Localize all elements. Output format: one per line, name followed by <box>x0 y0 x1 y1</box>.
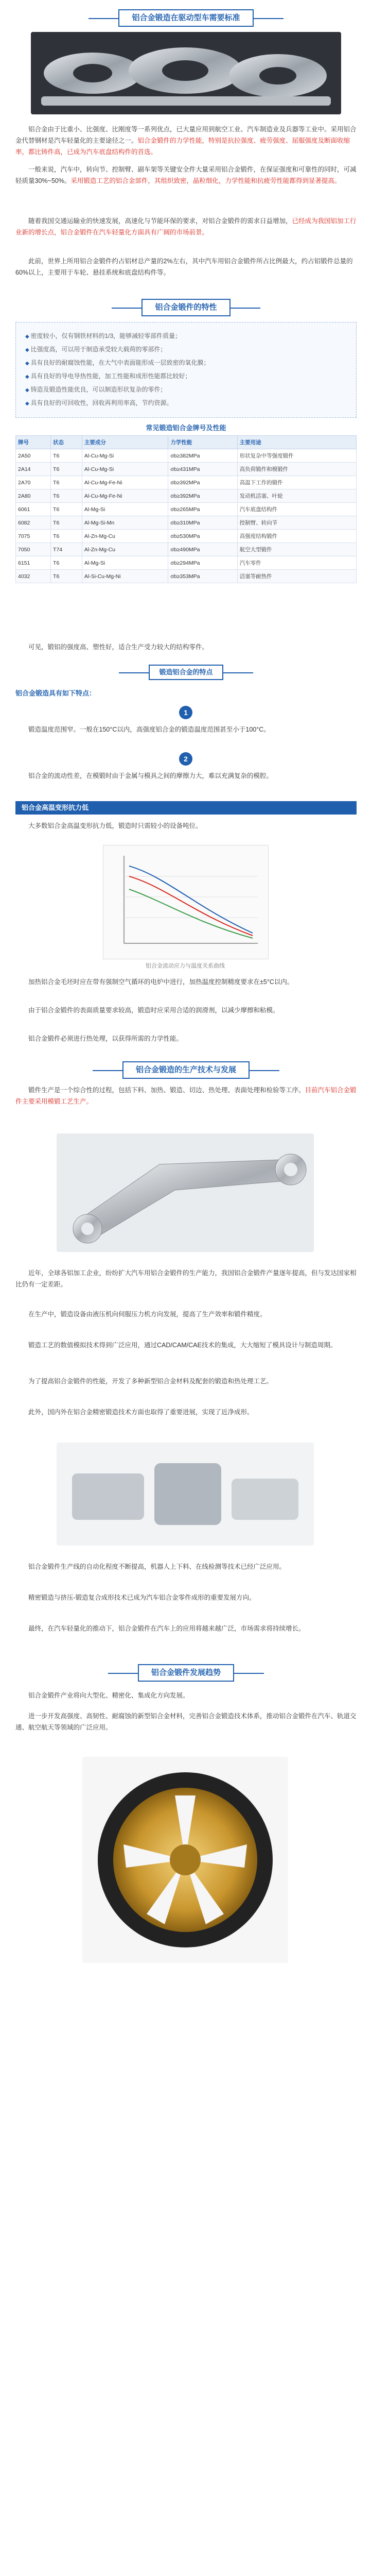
paragraph: 铝合金锻件必须进行热处理，以获得所需的力学性能。 <box>28 1035 183 1042</box>
alloy-table <box>15 435 357 583</box>
table-cell: Al-Cu-Mg-Si <box>82 449 168 463</box>
suspension-part-photo <box>57 1133 314 1252</box>
table-cell: 航空大型锻件 <box>237 543 356 556</box>
paragraph: 铝合金锻件生产线的自动化程度不断提高，机器人上下料、在线检测等技术已经广泛应用。 <box>28 1563 286 1570</box>
table-header: 主要成分 <box>82 436 168 449</box>
section-header <box>0 1061 372 1079</box>
paragraph: 由于铝合金锻件的表面质量要求较高，锻造时应采用合适的润滑剂，以减少摩擦和粘模。 <box>28 1007 279 1014</box>
table-cell: 形状复杂中等强度锻件 <box>237 449 356 463</box>
table-cell: Al-Mg-Si-Mn <box>82 516 168 530</box>
table-cell: σb≥382MPa <box>168 449 237 463</box>
table-title: 常见锻造铝合金牌号及性能 <box>146 424 226 432</box>
forging-parts-illustration <box>57 1443 314 1546</box>
table-header: 主要用途 <box>237 436 356 449</box>
paragraph: 加热铝合金毛坯时应在带有强制空气循环的电炉中进行，加热温度控制精度要求在±5°C以内。 <box>28 978 294 986</box>
table-row <box>16 570 357 583</box>
step-number: 1 <box>179 706 192 719</box>
table-cell: Al-Zn-Mg-Cu <box>82 530 168 543</box>
table-cell: Al-Mg-Si <box>82 503 168 516</box>
subsection-title: 锻造铝合金的特点 <box>149 665 223 680</box>
section-title: 铝合金锻件的特性 <box>141 299 230 316</box>
table-cell: 6151 <box>16 556 51 570</box>
list-item: ◆ 具有良好的可回收性，回收再利用率高，节约资源。 <box>25 397 347 410</box>
table-cell: 2A14 <box>16 463 51 476</box>
step-number: 2 <box>179 752 192 766</box>
table-cell: Al-Cu-Mg-Fe-Ni <box>82 489 168 503</box>
table-header-row <box>16 436 357 449</box>
forged-wheel-photo <box>82 1757 288 1963</box>
table-cell: σb≥392MPa <box>168 476 237 489</box>
table-cell: T6 <box>51 476 82 489</box>
table-cell: T6 <box>51 516 82 530</box>
table-cell: σb≥392MPa <box>168 489 237 503</box>
table-row <box>16 530 357 543</box>
table-cell: σb≥294MPa <box>168 556 237 570</box>
table-cell: T6 <box>51 489 82 503</box>
table-cell: 活塞等耐热件 <box>237 570 356 583</box>
section-title: 铝合金锻造在驱动型车需要标准 <box>118 9 253 27</box>
chart-svg <box>103 845 268 959</box>
table-cell: 汽车底盘结构件 <box>237 503 356 516</box>
flow-stress-chart <box>103 845 269 959</box>
table-cell: 2A80 <box>16 489 51 503</box>
paragraph: 随着我国交通运输业的快速发展，高速化与节能环保的要求，对铝合金锻件的需求日益增加，已经成为我国铝加工行业新的增长点，铝合金锻件在汽车轻量化方面具有广阔的市场前景。 <box>15 217 357 236</box>
table-cell: T6 <box>51 556 82 570</box>
paragraph: 进一步开发高强度、高韧性、耐腐蚀的新型铝合金材料，完善铝合金锻造技术体系，推动铝合金锻件在汽车、轨道交通、航空航天等领域的广泛应用。 <box>15 1713 357 1731</box>
section-title: 铝合金锻件发展趋势 <box>138 1664 234 1682</box>
table-cell: 高温下工作的锻件 <box>237 476 356 489</box>
table-cell: 2A50 <box>16 449 51 463</box>
control-arm-illustration <box>57 1133 314 1252</box>
table-header: 力学性能 <box>168 436 237 449</box>
table-header: 牌号 <box>16 436 51 449</box>
table-cell: T74 <box>51 543 82 556</box>
list-item: ◆ 铸造及锻造性能优良，可以制造形状复杂的零件； <box>25 383 347 397</box>
paragraph: 铝合金锻件产业将向大型化、精密化、集成化方向发展。 <box>28 1692 189 1699</box>
paragraph: 铝合金由于比重小、比强度、比刚度等一系列优点，已大量应用到航空工业、汽车制造业及兵器等工业中。采用铝合金代替钢材是汽车轻量化的主要途径之一。铝合金锻件的力学性能，特别是抗拉强度、疲劳强度、屈服强度及断面收缩率，都比铸件高，已成为汽车底盘结构件的首选。 <box>15 126 357 156</box>
section-header <box>0 299 372 316</box>
table-cell: σb≥431MPa <box>168 463 237 476</box>
table-row <box>16 503 357 516</box>
table-cell: 汽车零件 <box>237 556 356 570</box>
table-header: 状态 <box>51 436 82 449</box>
paragraph: 此外，国内外在铝合金精密锻造技术方面也取得了重要进展，实现了近净成形。 <box>28 1409 254 1416</box>
paragraph: 此前，世界上所用铝合金锻件约占铝材总产量的2%左右，其中汽车用铝合金锻件所占比例最大，约占铝锻件总量的60%以上，主要用于车轮、悬挂系统和底盘结构件等。 <box>15 258 353 276</box>
paragraph: 锻造温度范围窄。一般在150°C以内，高强度铝合金的锻造温度范围甚至小于100°C。 <box>28 726 270 733</box>
paragraph: 最终，在汽车轻量化的推动下，铝合金锻件在汽车上的应用将越来越广泛，市场需求将持续增长。 <box>28 1625 305 1632</box>
table-cell: σb≥310MPa <box>168 516 237 530</box>
paragraph: 锻件生产是一个综合性的过程，包括下料、加热、锻造、切边、热处理、表面处理和检验等工序。目前汽车铝合金锻件主要采用模锻工艺生产。 <box>15 1087 357 1105</box>
table-cell: 6061 <box>16 503 51 516</box>
table-cell: 7050 <box>16 543 51 556</box>
paragraph: 为了提高铝合金锻件的性能，开发了多种新型铝合金材料及配套的锻造和热处理工艺。 <box>28 1378 273 1385</box>
list-item: ◆ 具有良好的导电导热性能，加工性能和成形性能都比较好； <box>25 370 347 383</box>
table-cell: Al-Zn-Mg-Cu <box>82 543 168 556</box>
forging-line-photo <box>57 1443 314 1546</box>
paragraph: 大多数铝合金高温变形抗力低，锻造时只需较小的设备吨位。 <box>28 822 202 829</box>
table-cell: T6 <box>51 503 82 516</box>
sub-title: 铝合金锻造具有如下特点： <box>15 689 96 697</box>
table-row <box>16 449 357 463</box>
table-cell: Al-Mg-Si <box>82 556 168 570</box>
subsection-header <box>0 665 372 680</box>
table-cell: 发动机活塞、叶轮 <box>237 489 356 503</box>
paragraph: 精密锻造与挤压-锻造复合成形技术已成为汽车铝合金零件成形的重要发展方向。 <box>28 1594 256 1601</box>
table-cell: Al-Si-Cu-Mg-Ni <box>82 570 168 583</box>
list-item: ◆ 密度较小，仅有钢铁材料的1/3，能够减轻零部件质量； <box>25 330 347 343</box>
list-item: ◆ 比强度高，可以用于制造承受较大载荷的零部件； <box>25 343 347 357</box>
table-cell: Al-Cu-Mg-Fe-Ni <box>82 476 168 489</box>
section-header <box>0 9 372 27</box>
table-cell: 4032 <box>16 570 51 583</box>
table-row <box>16 476 357 489</box>
table-cell: σb≥530MPa <box>168 530 237 543</box>
paragraph: 在生产中，锻造设备由液压机向伺服压力机方向发展，提高了生产效率和锻件精度。 <box>28 1311 267 1318</box>
forged-parts-photo <box>31 32 341 114</box>
paragraph: 铝合金的流动性差，在模锻时由于金属与模具之间的摩擦力大，难以充满复杂的模腔。 <box>28 772 273 779</box>
table-row <box>16 543 357 556</box>
forged-parts-illustration <box>31 32 341 114</box>
chart-caption: 铝合金流动应力与温度关系曲线 <box>146 963 225 969</box>
table-cell: 控制臂、转向节 <box>237 516 356 530</box>
paragraph: 可见，锻铝的强度高、塑性好，适合生产受力较大的结构零件。 <box>28 643 209 651</box>
section-header <box>0 1664 372 1682</box>
table-cell: 2A70 <box>16 476 51 489</box>
table-cell: T6 <box>51 530 82 543</box>
table-cell: σb≥353MPa <box>168 570 237 583</box>
section-title: 铝合金锻造的生产技术与发展 <box>122 1061 250 1079</box>
table-row <box>16 489 357 503</box>
paragraph: 锻造工艺的数值模拟技术得到广泛应用，通过CAD/CAM/CAE技术的集成，大大缩短了模具设计与制造周期。 <box>28 1342 337 1349</box>
table-row <box>16 516 357 530</box>
table-cell: T6 <box>51 570 82 583</box>
box-title: 铝合金高温变形抗力低 <box>15 801 357 815</box>
table-cell: 6082 <box>16 516 51 530</box>
list-item: ◆ 具有良好的耐腐蚀性能，在大气中表面能形成一层致密的氧化膜； <box>25 357 347 370</box>
table-cell: Al-Cu-Mg-Si <box>82 463 168 476</box>
table-cell: 高强度结构锻件 <box>237 530 356 543</box>
paragraph: 一般来说，汽车中，转向节、控制臂、副车架等关键安全件大量采用铝合金锻件，在保证强度和可靠性的同时，可减轻质量30%~50%。采用锻造工艺的铝合金部件，其组织致密，晶粒细化，力学性能和抗疲劳性能都得到显著提高。 <box>15 166 357 184</box>
feature-list <box>15 322 357 418</box>
table-cell: σb≥265MPa <box>168 503 237 516</box>
table-cell: T6 <box>51 449 82 463</box>
table-cell: σb≥490MPa <box>168 543 237 556</box>
table-cell: 高负荷锻件和模锻件 <box>237 463 356 476</box>
wheel-illustration <box>82 1757 288 1963</box>
table-cell: T6 <box>51 463 82 476</box>
table-cell: 7075 <box>16 530 51 543</box>
paragraph: 近年，全球各铝加工企业，纷纷扩大汽车用铝合金锻件的生产能力，我国铝合金锻件产量逐年提高，但与发达国家相比仍有一定差距。 <box>15 1269 357 1288</box>
table-row <box>16 463 357 476</box>
table-row <box>16 556 357 570</box>
